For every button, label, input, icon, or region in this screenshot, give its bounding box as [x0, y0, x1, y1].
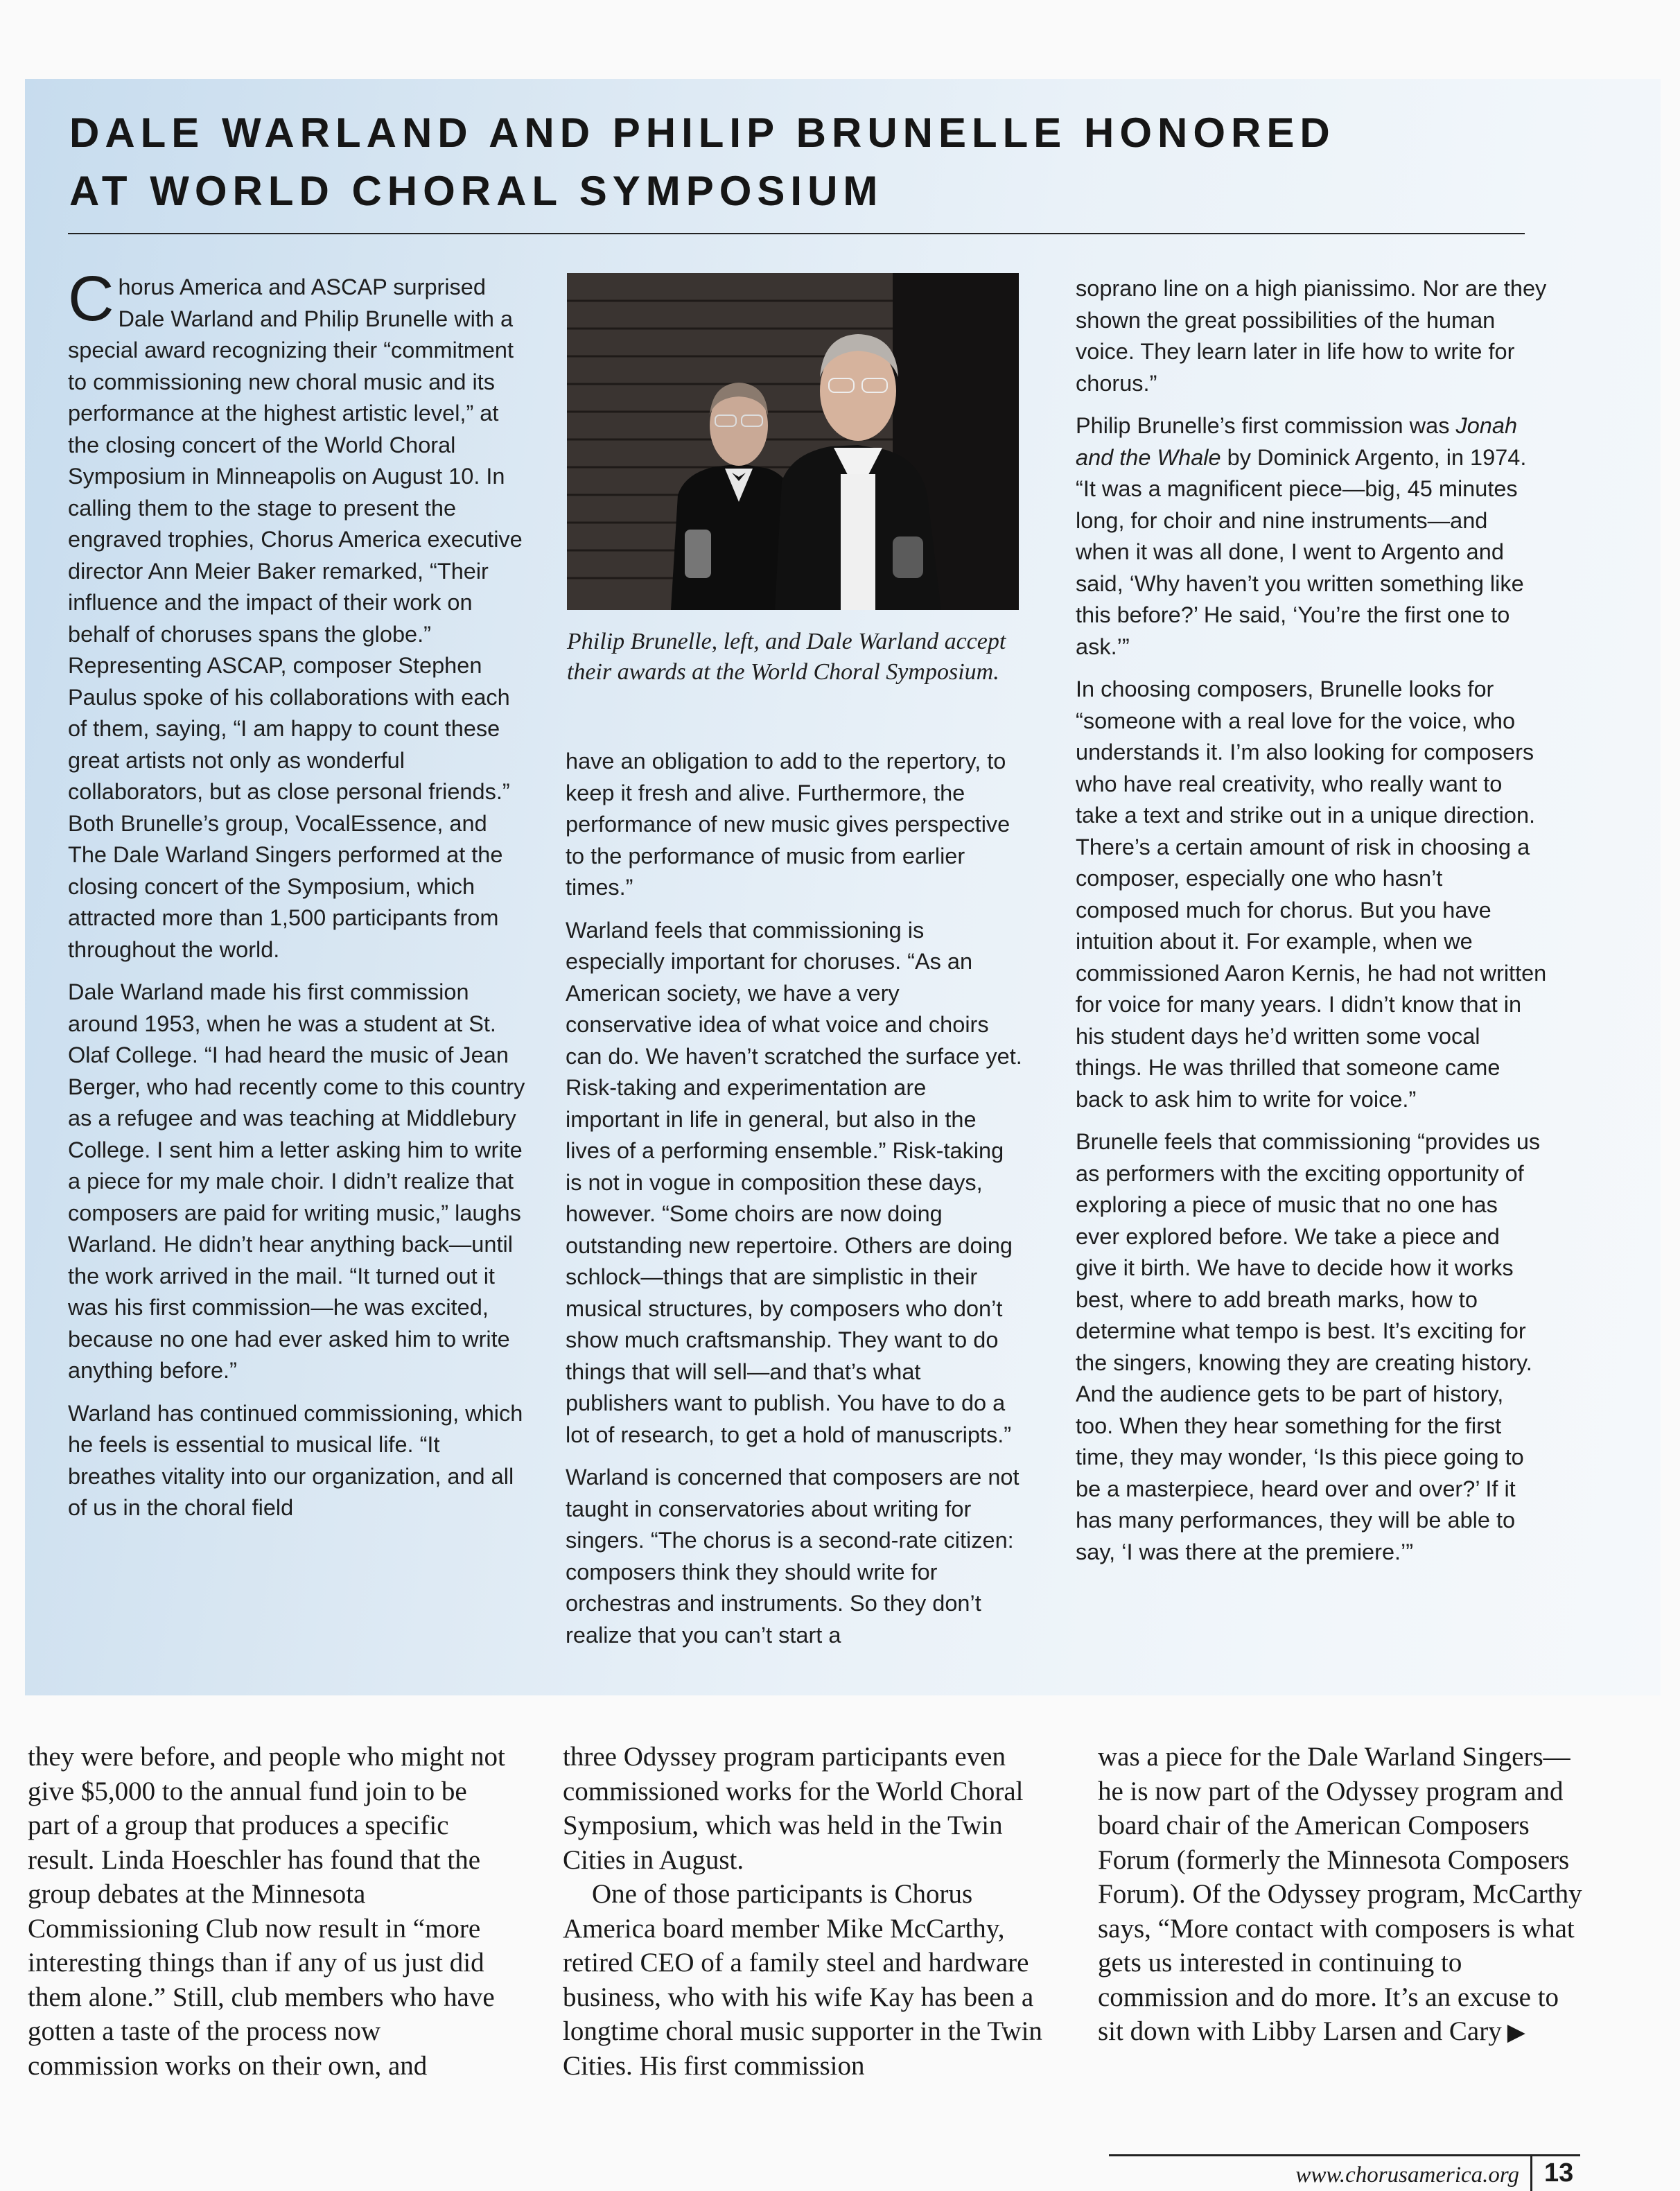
photo-icon [567, 273, 1019, 610]
footer-separator [1530, 2154, 1532, 2191]
paragraph: Brunelle feels that commissioning “provides us as performers with the exciting opportunity of exploring a piece of music that no one has ever explored before. We take a piece and give it birth. We have to decide how it works best, where to add breath marks, how to determine what tempo is best. It’s exciting for the singers, knowing they are creating history. And the audience gets to be part of history, too. When they hear something for the first time, they may wonder, ‘Is this piece going to be a masterpiece, heard over and over?’ If it has many performances, they will be able to say, ‘I was there at the premiere.’” [1076, 1129, 1541, 1564]
footer-rule [1109, 2154, 1580, 2156]
paragraph-text: was a piece for the Dale Warland Singers—he is now part of the Odyssey program and board chair of the American Composers Forum (formerly the Minnesota Composers Forum). Of the Odyssey program, McCarthy says, “More contact with composers is what gets us interested in continuing to commission and do more. It’s an excuse to sit down with Libby Larsen and Cary [1098, 1742, 1582, 2046]
page-number: 13 [1544, 2158, 1574, 2188]
paragraph: One of those participants is Chorus America board member Mike McCarthy, retired CEO of a family steel and hardware business, who with his wife Kay has been a longtime choral music supporter in the Twin Cities. His first commission [563, 1879, 1042, 2081]
paragraph: soprano line on a high pianissimo. Nor are they shown the great possibilities of the human voice. They learn later in life how to write for chorus.” [1076, 276, 1547, 396]
paragraph-text: Philip Brunelle’s first commission was [1076, 413, 1456, 438]
footer-url[interactable]: www.chorusamerica.org [1295, 2163, 1519, 2188]
paragraph: Warland feels that commissioning is especially important for choruses. “As an American society, we have a very conservative idea of what voice and choirs can do. We haven’t scratched the surface yet. Risk-taking and experimentation are important in life in general, but also in the lives of a performing ensemble.” Risk-taking is not in vogue in composition these days, however. “Some choirs are now doing outstanding new repertoire. Others are doing schlock—things that are simplistic in their musical structures, by composers who don’t show much craftsmanship. They want to do things that will sell—and that’s what publishers want to publish. You have to do a lot of research, to get a hold of manuscripts.” [566, 917, 1022, 1447]
main-story-column-1 [28, 1740, 513, 2083]
sidebar-column-3 [1076, 273, 1547, 1579]
paragraph [1076, 410, 1547, 663]
main-story-column-3 [1098, 1740, 1583, 2050]
paragraph: In choosing composers, Brunelle looks for “someone with a real love for the voice, who understands it. I’m also looking for composers who have real creativity, who really want to take a text and strike out in a unique direction. There’s a certain amount of risk in choosing a composer, especially one who hasn’t composed much for chorus. But you have intuition about it. For example, when we commissioned Aaron Kernis, he had not written for voice for many years. I didn’t know that in his student days he’d written some vocal things. He was thrilled that someone came back to ask him to write for voice.” [1076, 676, 1547, 1112]
continue-arrow-icon[interactable]: ▶ [1507, 2018, 1525, 2046]
sidebar-column-2 [566, 746, 1023, 1662]
paragraph: have an obligation to add to the repertory, to keep it fresh and alive. Furthermore, the performance of new music gives perspective to the performance of music from earlier times.” [566, 749, 1010, 900]
paragraph-text: by Dominick Argento, in 1974. “It was a magnificent piece—big, 45 minutes long, for choir and nine instruments—and when it was all done, I went to Argento and said, ‘Why haven’t you written something like this before?’ He said, ‘You’re the first one to ask.’” [1076, 444, 1527, 659]
paragraph [68, 263, 525, 966]
drop-cap: C [68, 263, 114, 334]
headline-rule [68, 233, 1525, 234]
paragraph: Warland has continued commissioning, which he feels is essential to musical life. “It breathes vitality into our organization, and all of us in the choral field [68, 1400, 523, 1520]
paragraph: Warland is concerned that composers are not taught in conservatories about writing for singers. “The chorus is a second-rate citizen: composers think they should write for orchestras and instruments. So they don’t realize that you can’t start a [566, 1465, 1020, 1648]
paragraph: Dale Warland made his first commission around 1953, when he was a student at St. Olaf College. “I had heard the music of Jean Berger, who had recently come to this country as a refugee and was teaching at Middlebury College. I sent him a letter asking him to write a piece for my male choir. I didn’t realize that composers are paid for writing music,” laughs Warland. He didn’t hear anything back—until the work arrived in the mail. “It turned out it was his first commission—he was excited, because no one had ever asked him to write anything before.” [68, 979, 525, 1383]
paragraph: three Odyssey program participants even commissioned works for the World Choral Symposium, which was held in the Twin Cities in August. [563, 1742, 1024, 1875]
paragraph: they were before, and people who might not give $5,000 to the annual fund join to be part of a group that produces a specific result. Linda Hoeschler has found that the group debates at the Minnesota Commissioning Club now result in “more interesting things than if any of us just did them alone.” Still, club members who have gotten a taste of the process now commission works on their own, and [28, 1742, 505, 2081]
paragraph-text: horus America and ASCAP surprised Dale Warland and Philip Brunelle with a special award recognizing their “commitment to commissioning new choral music and its performance at the highest artistic level,” at the closing concert of the World Choral Symposium in Minneapolis on August 10. In calling them to the stage to present the engraved trophies, Chorus America executive director Ann Meier Baker remarked, “Their influence and the impact of their work on behalf of choruses spans the globe.” Representing ASCAP, composer Stephen Paulus spoke of his collaborations with each of them, saying, “I am happy to count these great artists not only as wonderful collaborators, but as close personal friends.” Both Brunelle’s group, VocalEssence, and The Dale Warland Singers performed at the closing concert of the Symposium, which attracted more than 1,500 participants from throughout the world. [68, 274, 523, 962]
headline [69, 104, 1525, 220]
photo-caption: Philip Brunelle, left, and Dale Warland accept their awards at the World Choral Symposium. [567, 629, 1006, 685]
paragraph [1098, 1740, 1583, 2050]
work-title: Jonah and the Whale [1076, 413, 1518, 470]
headline-line-2: AT WORLD CHORAL SYMPOSIUM [69, 168, 884, 214]
main-story-column-2 [563, 1740, 1048, 2083]
headline-line-1: DALE WARLAND AND PHILIP BRUNELLE HONORED [69, 110, 1336, 156]
sidebar-column-1 [68, 263, 525, 1535]
photo [567, 273, 1019, 610]
